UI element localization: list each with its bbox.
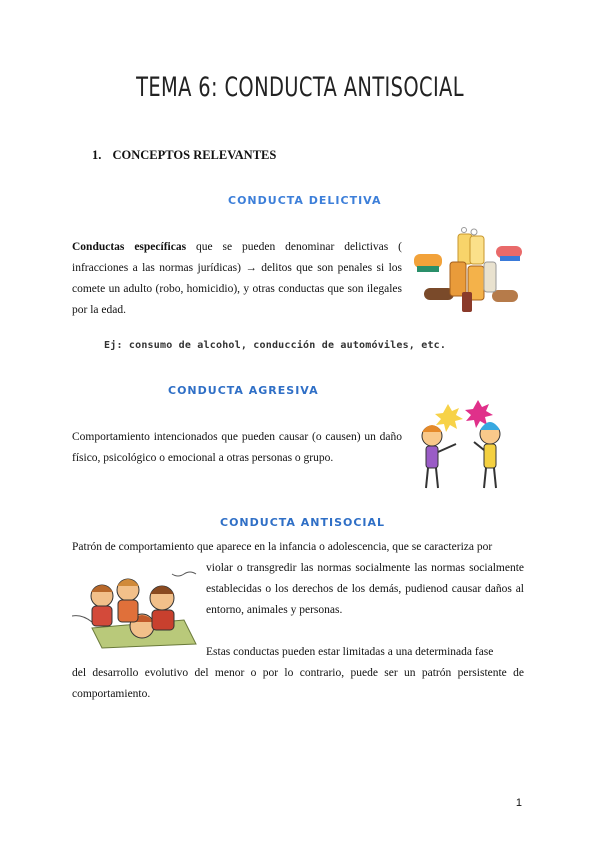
delictiva-example: Ej: consumo de alcohol, conducción de automóviles, etc. [104,340,447,351]
antisocial-para2-rest: del desarrollo evolutivo del menor o por lo contrario, puede ser un patrón persistente de comportamiento. [72,667,524,700]
section-title: CONCEPTOS RELEVANTES [112,148,277,162]
heading-delictiva: CONDUCTA DELICTIVA [228,194,382,207]
antisocial-para2-indent: Estas conductas pueden estar limitadas a una determinada fase [206,646,494,658]
delictiva-lead: Conductas específicas [72,241,187,253]
heading-antisocial: CONDUCTA ANTISOCIAL [220,516,386,529]
section-heading [92,148,276,163]
page-title: TEMA 6: CONDUCTA ANTISOCIAL [136,72,464,103]
delictiva-text: que se pueden denominar delictivas ( infracciones a las normas jurídicas) → delitos que son penales si los comete un adulto (robo, homicidio), y otras conductas que son ilegales por la edad. [72,241,403,316]
agresiva-text: Comportamiento intencionados que pueden causar (o causen) un daño físico, psicológico o emocional a otras personas o grupo. [72,431,402,464]
antisocial-text: violar o transgredir las normas socialmente las normas socialmente establecidas o los derechos de los demás, pudienod causar daños al entorno, animales y personas. [206,562,524,616]
heading-agresiva: CONDUCTA AGRESIVA [168,384,319,397]
arguing-kids-illustration [408,396,518,496]
antisocial-line1: Patrón de comportamiento que aparece en la infancia o adolescencia, que se caracteriza por [72,541,493,553]
section-number: 1. [92,148,102,162]
fighting-kids-illustration [72,568,202,650]
delictiva-paragraph [72,237,402,321]
toast-hands-illustration [412,226,524,318]
page-number: 1 [515,797,522,809]
